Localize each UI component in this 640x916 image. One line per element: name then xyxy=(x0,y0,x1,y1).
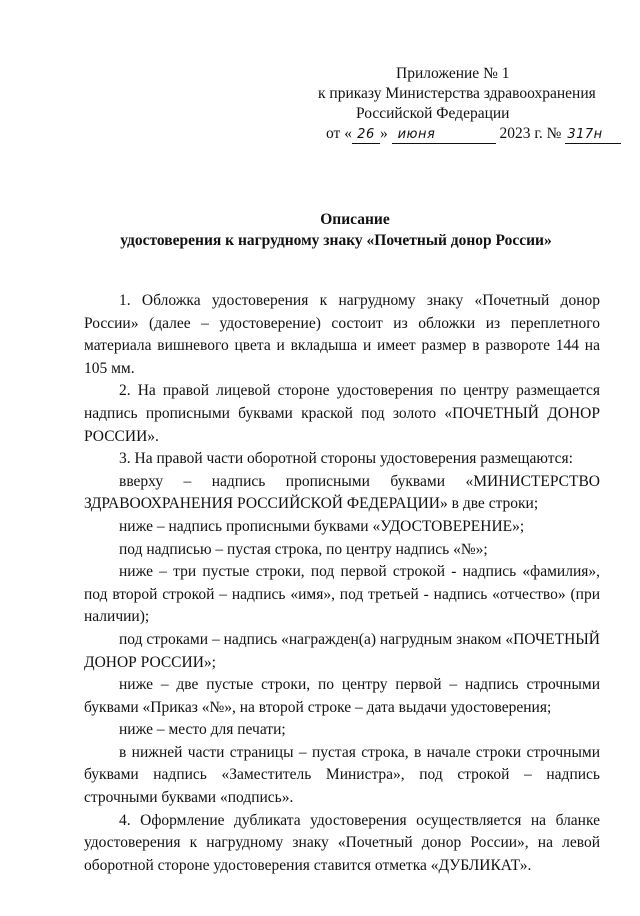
appendix-number: Приложение № 1 xyxy=(396,65,510,82)
paragraph-4: 4. Оформление дубликата удостоверения осуществляется на бланке удостоверения к нагрудному знаку «Почетный донор России», на левой оборотной стороне удостоверения ставится отметка «ДУБЛИКАТ». xyxy=(84,811,600,874)
paragraph-3-signature: в нижней части страницы – пустая строка, в начале строки строчными буквами надпись «Заместитель Министра», под строкой – надпись строчными буквами «подпись». xyxy=(84,743,600,807)
date-year: 2023 г. № xyxy=(499,125,562,142)
document-subtitle: удостоверения к нагрудному знаку «Почетный донор России» xyxy=(120,232,552,249)
document-title: Описание xyxy=(320,211,390,228)
paragraph-3-name-lines: ниже – три пустые строки, под первой строкой - надпись «фамилия», под второй строкой – надпись «имя», под третьей - надпись «отчество» (при наличии); xyxy=(84,563,600,626)
date-mid: » xyxy=(379,125,388,142)
paragraph-3-awarded: под строками – надпись «награжден(а) нагрудным знаком «ПОЧЕТНЫЙ ДОНОР РОССИИ»; xyxy=(84,630,600,671)
paragraph-1: 1. Обложка удостоверения к нагрудному знаку «Почетный донор России» (далее – удостоверение) состоит из обложки из переплетного материала вишневого цвета и вкладыша и имеет размер в развороте 144 на 105 мм. xyxy=(84,292,600,377)
date-month: июня xyxy=(392,127,496,144)
document-body xyxy=(84,290,600,877)
date-prefix: от « xyxy=(326,125,352,142)
paragraph-3-number: под надписью – пустая строка, по центру надпись «№»; xyxy=(119,540,488,558)
appendix-federation: Российской Федерации xyxy=(356,105,510,122)
paragraph-3-order-lines: ниже – две пустые строки, по центру первой – надпись строчными буквами «Приказ «№», на второй строке – дата выдачи удостоверения; xyxy=(84,676,600,716)
date-day: 26 xyxy=(352,127,380,144)
paragraph-3-stamp: ниже – место для печати; xyxy=(119,721,286,739)
paragraph-3: 3. На правой части оборотной стороны удостоверения размещаются: xyxy=(119,450,573,468)
paragraph-3-certificate: ниже – надпись прописными буквами «УДОСТОВЕРЕНИЕ»; xyxy=(119,517,525,535)
paragraph-2: 2. На правой лицевой стороне удостоверения по центру размещается надпись прописными буквами краской под золото «ПОЧЕТНЫЙ ДОНОР РОССИИ». xyxy=(84,382,600,445)
appendix-order-ref: к приказу Министерства здравоохранения xyxy=(318,85,596,102)
appendix-date-line xyxy=(326,124,603,144)
order-number: 317н xyxy=(565,127,621,144)
paragraph-3-top: вверху – надпись прописными буквами «МИНИСТЕРСТВО ЗДРАВООХРАНЕНИЯ РОССИЙСКОЙ ФЕДЕРАЦИИ» в две строки; xyxy=(84,472,600,513)
appendix-header xyxy=(300,64,603,144)
